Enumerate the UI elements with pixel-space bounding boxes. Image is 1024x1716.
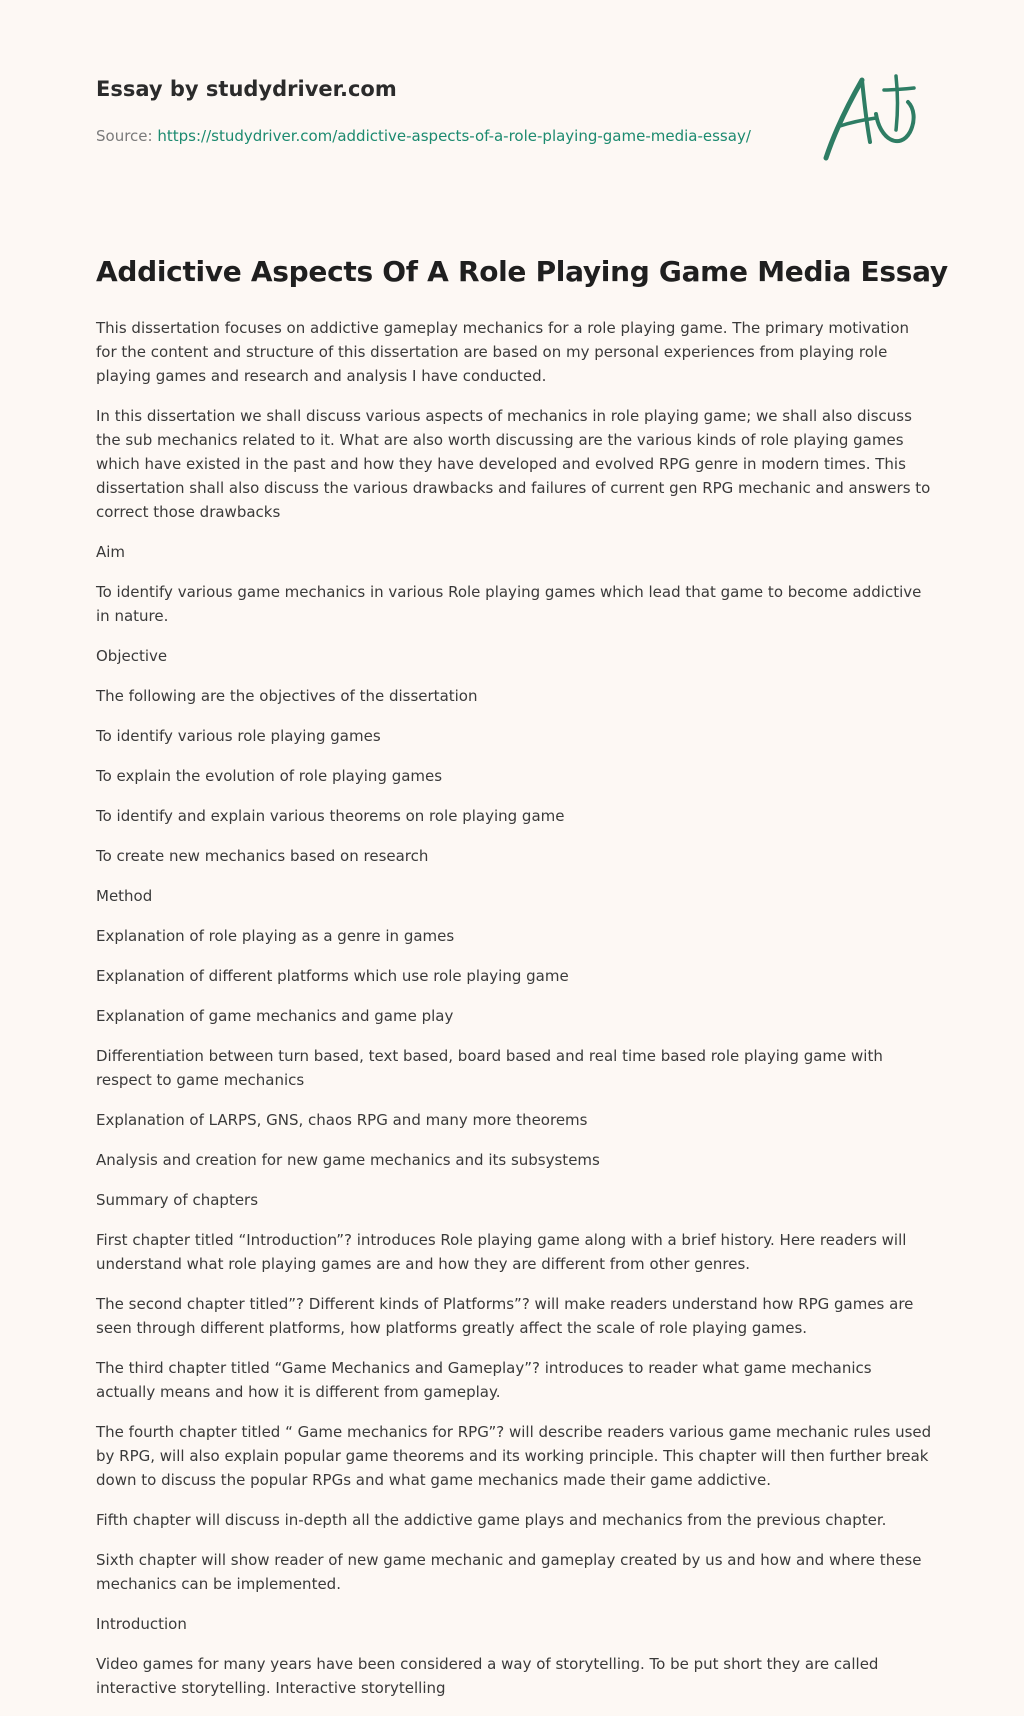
essay-paragraph: To identify various role playing games	[96, 727, 381, 745]
aplus-logo-icon	[818, 70, 928, 166]
source-label: Source:	[96, 127, 153, 145]
essay-body	[96, 316, 932, 1700]
essay-paragraph: The third chapter titled “Game Mechanics and Gameplay”? introduces to reader what game mechanics actually means and how it is different from gameplay.	[96, 1359, 872, 1401]
essay-paragraph: Explanation of LARPS, GNS, chaos RPG and many more theorems	[96, 1111, 588, 1129]
essay-paragraph: First chapter titled “Introduction”? introduces Role playing game along with a brief history. Here readers will understand what role playing games are and how they are different from other genres.	[96, 1231, 907, 1273]
source-line	[96, 126, 816, 146]
essay-paragraph: To identify various game mechanics in various Role playing games which lead that game to become addictive in nature.	[96, 583, 922, 625]
essay-paragraph: The fourth chapter titled “ Game mechanics for RPG”? will describe readers various game mechanic rules used by RPG, will also explain popular game theorems and its working principle. This chapter will then further break down to discuss the popular RPGs and what game mechanics made their game addictive.	[96, 1423, 932, 1489]
essay-paragraph: To explain the evolution of role playing games	[96, 767, 443, 785]
essay-paragraph: Explanation of game mechanics and game play	[96, 1007, 454, 1025]
essay-paragraph: The second chapter titled”? Different kinds of Platforms”? will make readers understand how RPG games are seen through different platforms, how platforms greatly affect the scale of role playing games.	[96, 1295, 914, 1337]
essay-paragraph: Differentiation between turn based, text based, board based and real time based role playing game with respect to game mechanics	[96, 1047, 883, 1089]
essay-paragraph: Aim	[96, 543, 126, 561]
essay-title: Addictive Aspects Of A Role Playing Game Media Essay	[96, 255, 948, 288]
essay-paragraph: To identify and explain various theorems on role playing game	[96, 807, 565, 825]
essay-paragraph: Objective	[96, 647, 168, 665]
essay-paragraph: Explanation of different platforms which use role playing game	[96, 967, 569, 985]
essay-paragraph: Fifth chapter will discuss in-depth all the addictive game plays and mechanics from the previous chapter.	[96, 1511, 887, 1529]
essay-paragraph: The following are the objectives of the dissertation	[96, 687, 478, 705]
header	[96, 74, 816, 146]
source-link[interactable]: https://studydriver.com/addictive-aspects-of-a-role-playing-game-media-essay/	[157, 127, 751, 145]
essay-paragraph: Introduction	[96, 1615, 187, 1633]
essay-paragraph: Explanation of role playing as a genre in games	[96, 927, 455, 945]
essay-paragraph: Summary of chapters	[96, 1191, 259, 1209]
essay-paragraph: In this dissertation we shall discuss various aspects of mechanics in role playing game; we shall also discuss the sub mechanics related to it. What are also worth discussing are the various kinds of role playing games which have existed in the past and how they have developed and evolved RPG genre in modern times. This dissertation shall also discuss the various drawbacks and failures of current gen RPG mechanic and answers to correct those drawbacks	[96, 407, 931, 521]
essay-paragraph: Sixth chapter will show reader of new game mechanic and gameplay created by us and how and where these mechanics can be implemented.	[96, 1551, 922, 1593]
essay-content	[96, 252, 948, 1716]
essay-paragraph: Video games for many years have been considered a way of storytelling. To be put short they are called interactive storytelling. Interactive storytelling	[96, 1655, 879, 1697]
essay-paragraph: To create new mechanics based on research	[96, 847, 429, 865]
essay-paragraph: This dissertation focuses on addictive gameplay mechanics for a role playing game. The primary motivation for the content and structure of this dissertation are based on my personal experiences from playing role playing games and research and analysis I have conducted.	[96, 319, 910, 385]
site-title: Essay by studydriver.com	[96, 77, 397, 101]
essay-paragraph: Analysis and creation for new game mechanics and its subsystems	[96, 1151, 600, 1169]
essay-paragraph: Method	[96, 887, 153, 905]
